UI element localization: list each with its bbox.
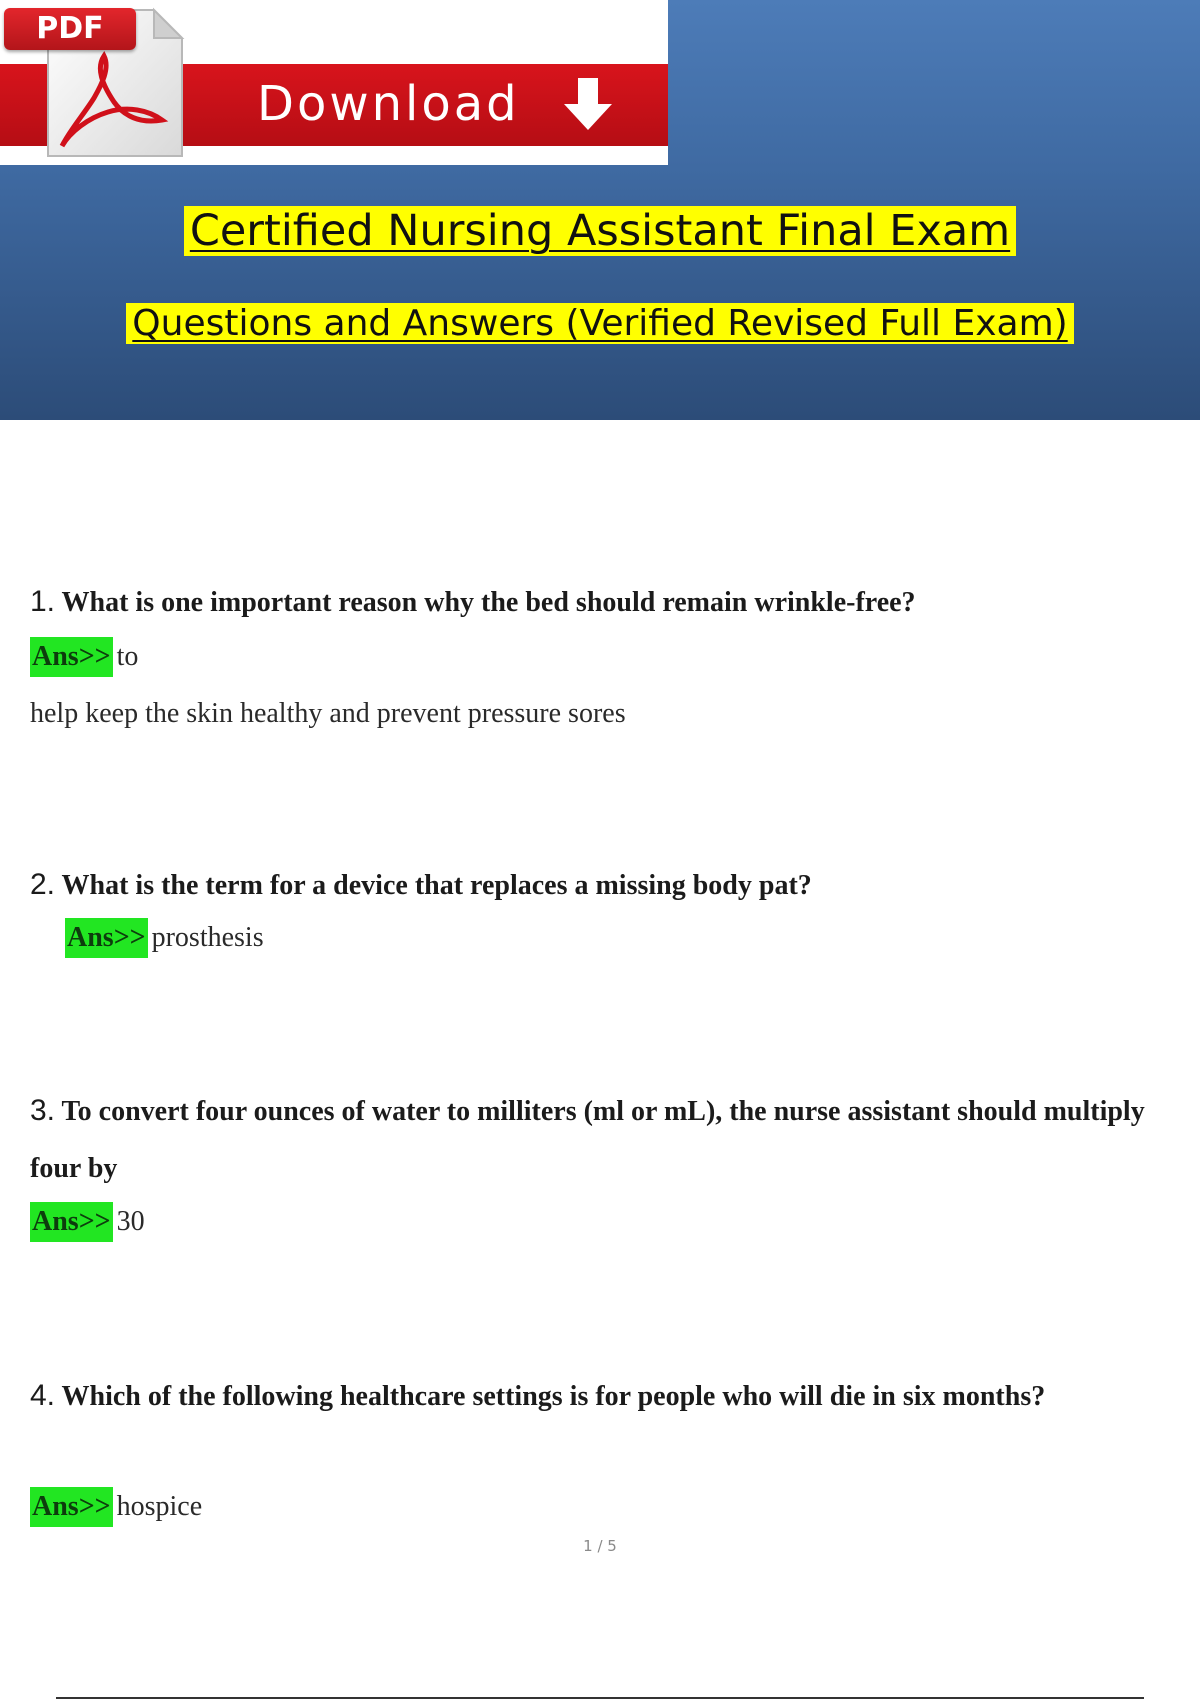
document-subtitle-text: Questions and Answers (Verified Revised Full Exam) [126, 303, 1073, 344]
answer-tag: Ans>> [65, 918, 148, 958]
page-bottom-divider [56, 1697, 1144, 1699]
download-label[interactable]: Download [257, 76, 520, 132]
answer-1 [30, 637, 138, 677]
document-title [0, 203, 1200, 259]
question-text: What is the term for a device that replaces a missing body pat? [61, 870, 812, 901]
answer-tag: Ans>> [30, 1202, 113, 1242]
question-number: 4. [30, 1379, 56, 1412]
question-text: Which of the following healthcare settings is for people who will die in six months? [61, 1381, 1046, 1412]
question-4 [30, 1367, 1180, 1425]
answer-text: to [116, 641, 139, 672]
document-subtitle [0, 299, 1200, 349]
answer-4 [30, 1487, 202, 1527]
question-2 [30, 856, 1180, 914]
answer-2 [65, 918, 264, 958]
question-text: To convert four ounces of water to milliters (ml or mL), the nurse assistant should multiply four by [30, 1096, 1145, 1184]
question-number: 2. [30, 868, 56, 901]
answer-text: 30 [116, 1206, 145, 1237]
exam-content [0, 420, 1200, 1700]
question-3 [30, 1082, 1180, 1197]
answer-1-continued: help keep the skin healthy and prevent pressure sores [30, 698, 626, 729]
header-banner [0, 0, 1200, 420]
answer-tag: Ans>> [30, 1487, 113, 1527]
document-title-text: Certified Nursing Assistant Final Exam [184, 206, 1016, 256]
answer-tag: Ans>> [30, 637, 113, 677]
question-number: 3. [30, 1094, 56, 1127]
answer-text: prosthesis [151, 922, 264, 953]
answer-3 [30, 1202, 145, 1242]
pdf-badge-text: PDF [36, 11, 104, 46]
question-text: What is one important reason why the bed should remain wrinkle-free? [61, 587, 916, 618]
download-arrow-icon[interactable] [562, 76, 614, 132]
page-indicator: 1 / 5 [583, 1537, 617, 1555]
question-1 [30, 573, 1180, 631]
answer-text: hospice [116, 1491, 203, 1522]
question-number: 1. [30, 585, 56, 618]
